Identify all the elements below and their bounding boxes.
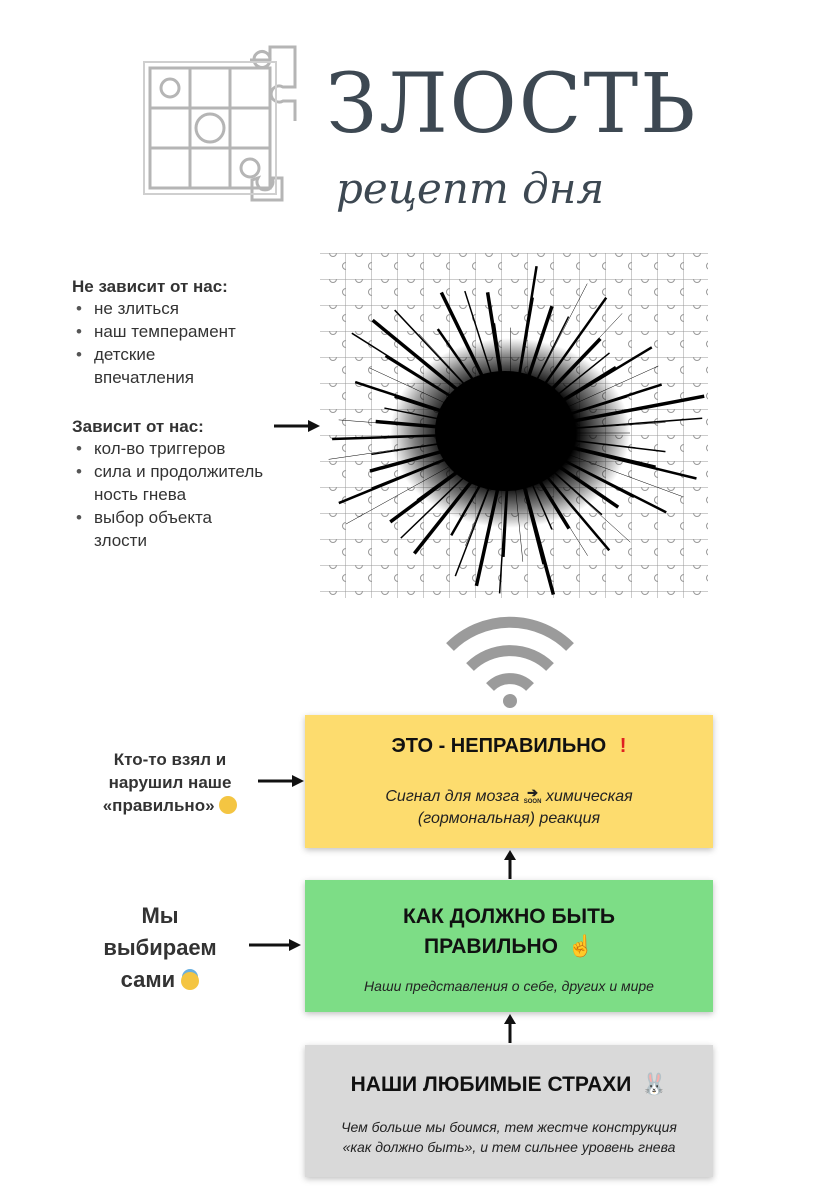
- list-item: • наш темперамент: [72, 320, 302, 343]
- list-item: • выбор объекта злости: [72, 506, 244, 552]
- exclamation-icon: !: [619, 735, 627, 757]
- list-item: • сила и продолжительность гнева: [72, 460, 269, 506]
- soon-arrow-icon: ➔ SOON: [523, 785, 542, 805]
- fears-box-title: НАШИ ЛЮБИМЫЕ СТРАХИ 🐰: [350, 1073, 668, 1096]
- arrow-right-icon: [247, 937, 303, 953]
- not-depends-list: [72, 297, 302, 389]
- pointing-up-hand-icon: ☝: [567, 935, 594, 958]
- side-label-choose: Мы выбираем сами: [103, 903, 217, 992]
- page-subtitle: рецепт дня: [336, 164, 605, 213]
- right-box-title: КАК ДОЛЖНО БЫТЬ ПРАВИЛЬНО ☝: [402, 905, 616, 958]
- right-box: [305, 880, 713, 1012]
- side-label-broke: Кто-то взял и нарушил наше «правильно»: [80, 748, 260, 817]
- list-item: • детские впечатления: [72, 343, 204, 389]
- rabbit-icon: 🐰: [641, 1073, 668, 1096]
- arrow-right-icon: [256, 773, 306, 789]
- explosion-puzzle-image: [320, 253, 708, 598]
- wrong-box: [305, 715, 713, 848]
- page-title: ЗЛОСТЬ: [326, 57, 698, 152]
- wrong-box-title: ЭТО - НЕПРАВИЛЬНО !: [391, 735, 627, 757]
- angel-face-icon: [181, 972, 199, 990]
- fears-box-desc: Чем больше мы боимся, тем жестче конструкция «как должно быть», и тем сильнее уровень гнева: [341, 1119, 677, 1155]
- arrow-right-icon: [272, 418, 322, 434]
- not-depends-heading: Не зависит от нас:: [72, 277, 228, 296]
- not-depends-section: [72, 277, 302, 389]
- sad-face-icon: [219, 796, 237, 814]
- depends-heading: Зависит от нас:: [72, 417, 204, 436]
- depends-section: [72, 417, 282, 552]
- depends-list: [72, 437, 282, 552]
- wifi-signal-icon: [440, 605, 580, 710]
- fears-box: [305, 1045, 713, 1177]
- puzzle-logo-icon: [140, 40, 305, 220]
- wrong-box-desc: Сигнал для мозга ➔ SOON химическая (гормональная) реакция: [385, 785, 633, 827]
- list-item: • кол-во триггеров: [72, 437, 282, 460]
- arrow-up-icon: [502, 848, 518, 880]
- list-item: • не злиться: [72, 297, 302, 320]
- right-box-desc: Наши представления о себе, других и мире: [364, 978, 654, 994]
- arrow-up-icon: [502, 1012, 518, 1044]
